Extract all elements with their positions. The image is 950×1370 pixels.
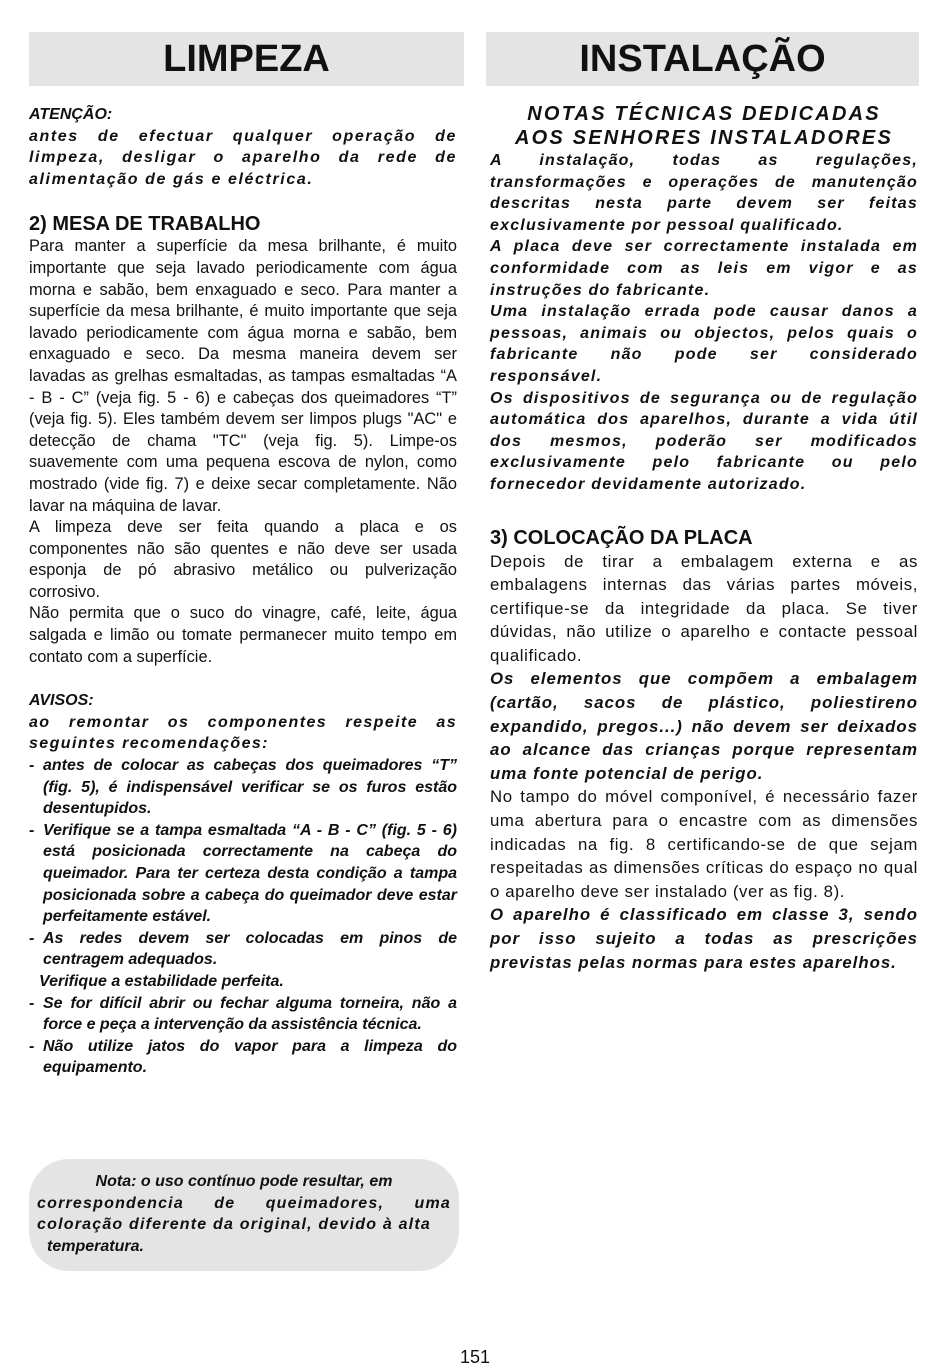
colocacao-paragraph-2: Os elementos que compõem a embalagem (cartão, sacos de plástico, poliestireno expandido, pregos...) não devem ser deixados ao alcance das crianças porque representam uma fonte potencial de perigo. — [490, 669, 918, 783]
warning-item: - Verifique se a tampa esmaltada “A - B - C” (fig. 5 - 6) está posicionada correctamente na cabeça do queimador. Para ter certeza desta condição a tampa posicionada sobre a cabeça do queimador deve estar perfeitamente estável. — [29, 821, 457, 926]
warning-extra-line: Verifique a estabilidade perfeita. — [39, 972, 284, 990]
notes-paragraph-2: A placa deve ser correctamente instalada em conformidade com as leis em vigor e as instruções do fabricante. — [490, 238, 918, 299]
mesa-trabalho-heading: 2) MESA DE TRABALHO — [29, 213, 261, 236]
note-last-line: temperatura. — [47, 1237, 144, 1255]
notes-paragraph-1: A instalação, todas as regulações, transformações e operações de manutenção descritas nesta parte devem ser feitas exclusivamente por pessoal qualificado. — [490, 152, 918, 234]
mesa-trabalho-paragraph-1: Para manter a superfície da mesa brilhante, é muito importante que seja lavado periodicamente com água morna e sabão, bem enxaguado e seco. Para manter a superfície da mesa brilhante, é muito importante que seja lavado periodicamente com água morna e sabão, bem enxaguado e seco. Da mesma maneira devem ser lavadas as grelhas esmaltadas, as tampas esmaltadas “A - B - C” (veja fig. 5 - 6) e cabeças dos queimadores “T” (veja fig. 5). Eles também devem ser limpos plugs "AC" e detecção de chama "TC" (veja fig. 5). Limpe-os suavemente com uma pequena escova de nylon, como mostrado (vide fig. 7) e deixe secar completamente. Não lavar na máquina de lavar. — [29, 237, 457, 515]
right-column — [486, 32, 919, 974]
warnings-intro: ao remontar os componentes respeite as seguintes recomendações: — [29, 713, 457, 753]
note-box — [29, 1159, 459, 1271]
warnings-list-2 — [29, 993, 457, 1079]
left-column — [29, 32, 464, 1079]
warning-item: - antes de colocar as cabeças dos queimadores “T” (fig. 5), é indispensável verificar se os furos estão desentupidos. — [29, 757, 457, 818]
attention-label: ATENÇÃO: — [29, 106, 113, 123]
warning-item: - Se for difícil abrir ou fechar alguma torneira, não a force e peça a intervenção da assistência técnica. — [29, 994, 457, 1034]
notes-title-line-2: AOS SENHORES INSTALADORES — [515, 127, 893, 149]
warnings-list — [29, 755, 457, 971]
attention-text: antes de efectuar qualquer operação de limpeza, desligar o aparelho da rede de alimentação de gás e eléctrica. — [29, 127, 457, 188]
limpeza-content — [29, 86, 457, 1079]
warning-item: - As redes devem ser colocadas em pinos de centragem adequados. — [29, 929, 457, 969]
notes-paragraph-3: Uma instalação errada pode causar danos a pessoas, animais ou objectos, pelos quais o fabricante não pode ser considerado responsável. — [490, 303, 918, 385]
section-title-limpeza: LIMPEZA — [29, 32, 464, 86]
colocacao-paragraph-1: Depois de tirar a embalagem externa e as embalagens internas das várias partes móveis, certifique-se da integridade da placa. Se tiver dúvidas, não utilize o aparelho e contacte pessoal qualificado. — [490, 551, 918, 665]
notes-paragraph-4: Os dispositivos de segurança ou de regulação automática dos aparelhos, durante a vida útil dos mesmos, poderão ser modificados exclusivamente pelo fabricante ou pelo fornecedor devidamente autorizado. — [490, 389, 918, 493]
section-title-instalacao: INSTALAÇÃO — [486, 32, 919, 86]
warning-item: - Não utilize jatos do vapor para a limpeza do equipamento. — [29, 1037, 457, 1077]
instalacao-content — [486, 86, 918, 974]
notes-title-line-1: NOTAS TÉCNICAS DEDICADAS — [527, 103, 881, 125]
note-line-1: Nota: o uso contínuo pode resultar, em — [95, 1173, 393, 1190]
colocacao-paragraph-4: O aparelho é classificado em classe 3, sendo por isso sujeito a todas as prescrições previstas pelas normas para estes aparelhos. — [490, 905, 918, 972]
note-text: correspondencia de queimadores, uma coloração diferente da original, devido à alta — [37, 1194, 451, 1234]
mesa-trabalho-paragraph-2: A limpeza deve ser feita quando a placa e os componentes não são quentes e não deve ser usada esponja de pó abrasivo metálico ou pulverização corrosivo. — [29, 518, 457, 601]
colocacao-paragraph-3: No tampo do móvel componível, é necessário fazer uma abertura para o encastre com as dimensões indicadas na fig. 8 certificando-se de que sejam respeitadas as dimensões críticas do espaço no qual o aparelho deve ser instalado (ver as fig. 8). — [490, 787, 918, 901]
page-number: 151 — [459, 1347, 491, 1367]
warnings-label: AVISOS: — [29, 692, 94, 710]
mesa-trabalho-paragraph-3: Não permita que o suco do vinagre, café, leite, água salgada e limão ou tomate permanecer muito tempo em contato com a superfície. — [29, 604, 457, 666]
colocacao-heading: 3) COLOCAÇÃO DA PLACA — [490, 526, 753, 549]
